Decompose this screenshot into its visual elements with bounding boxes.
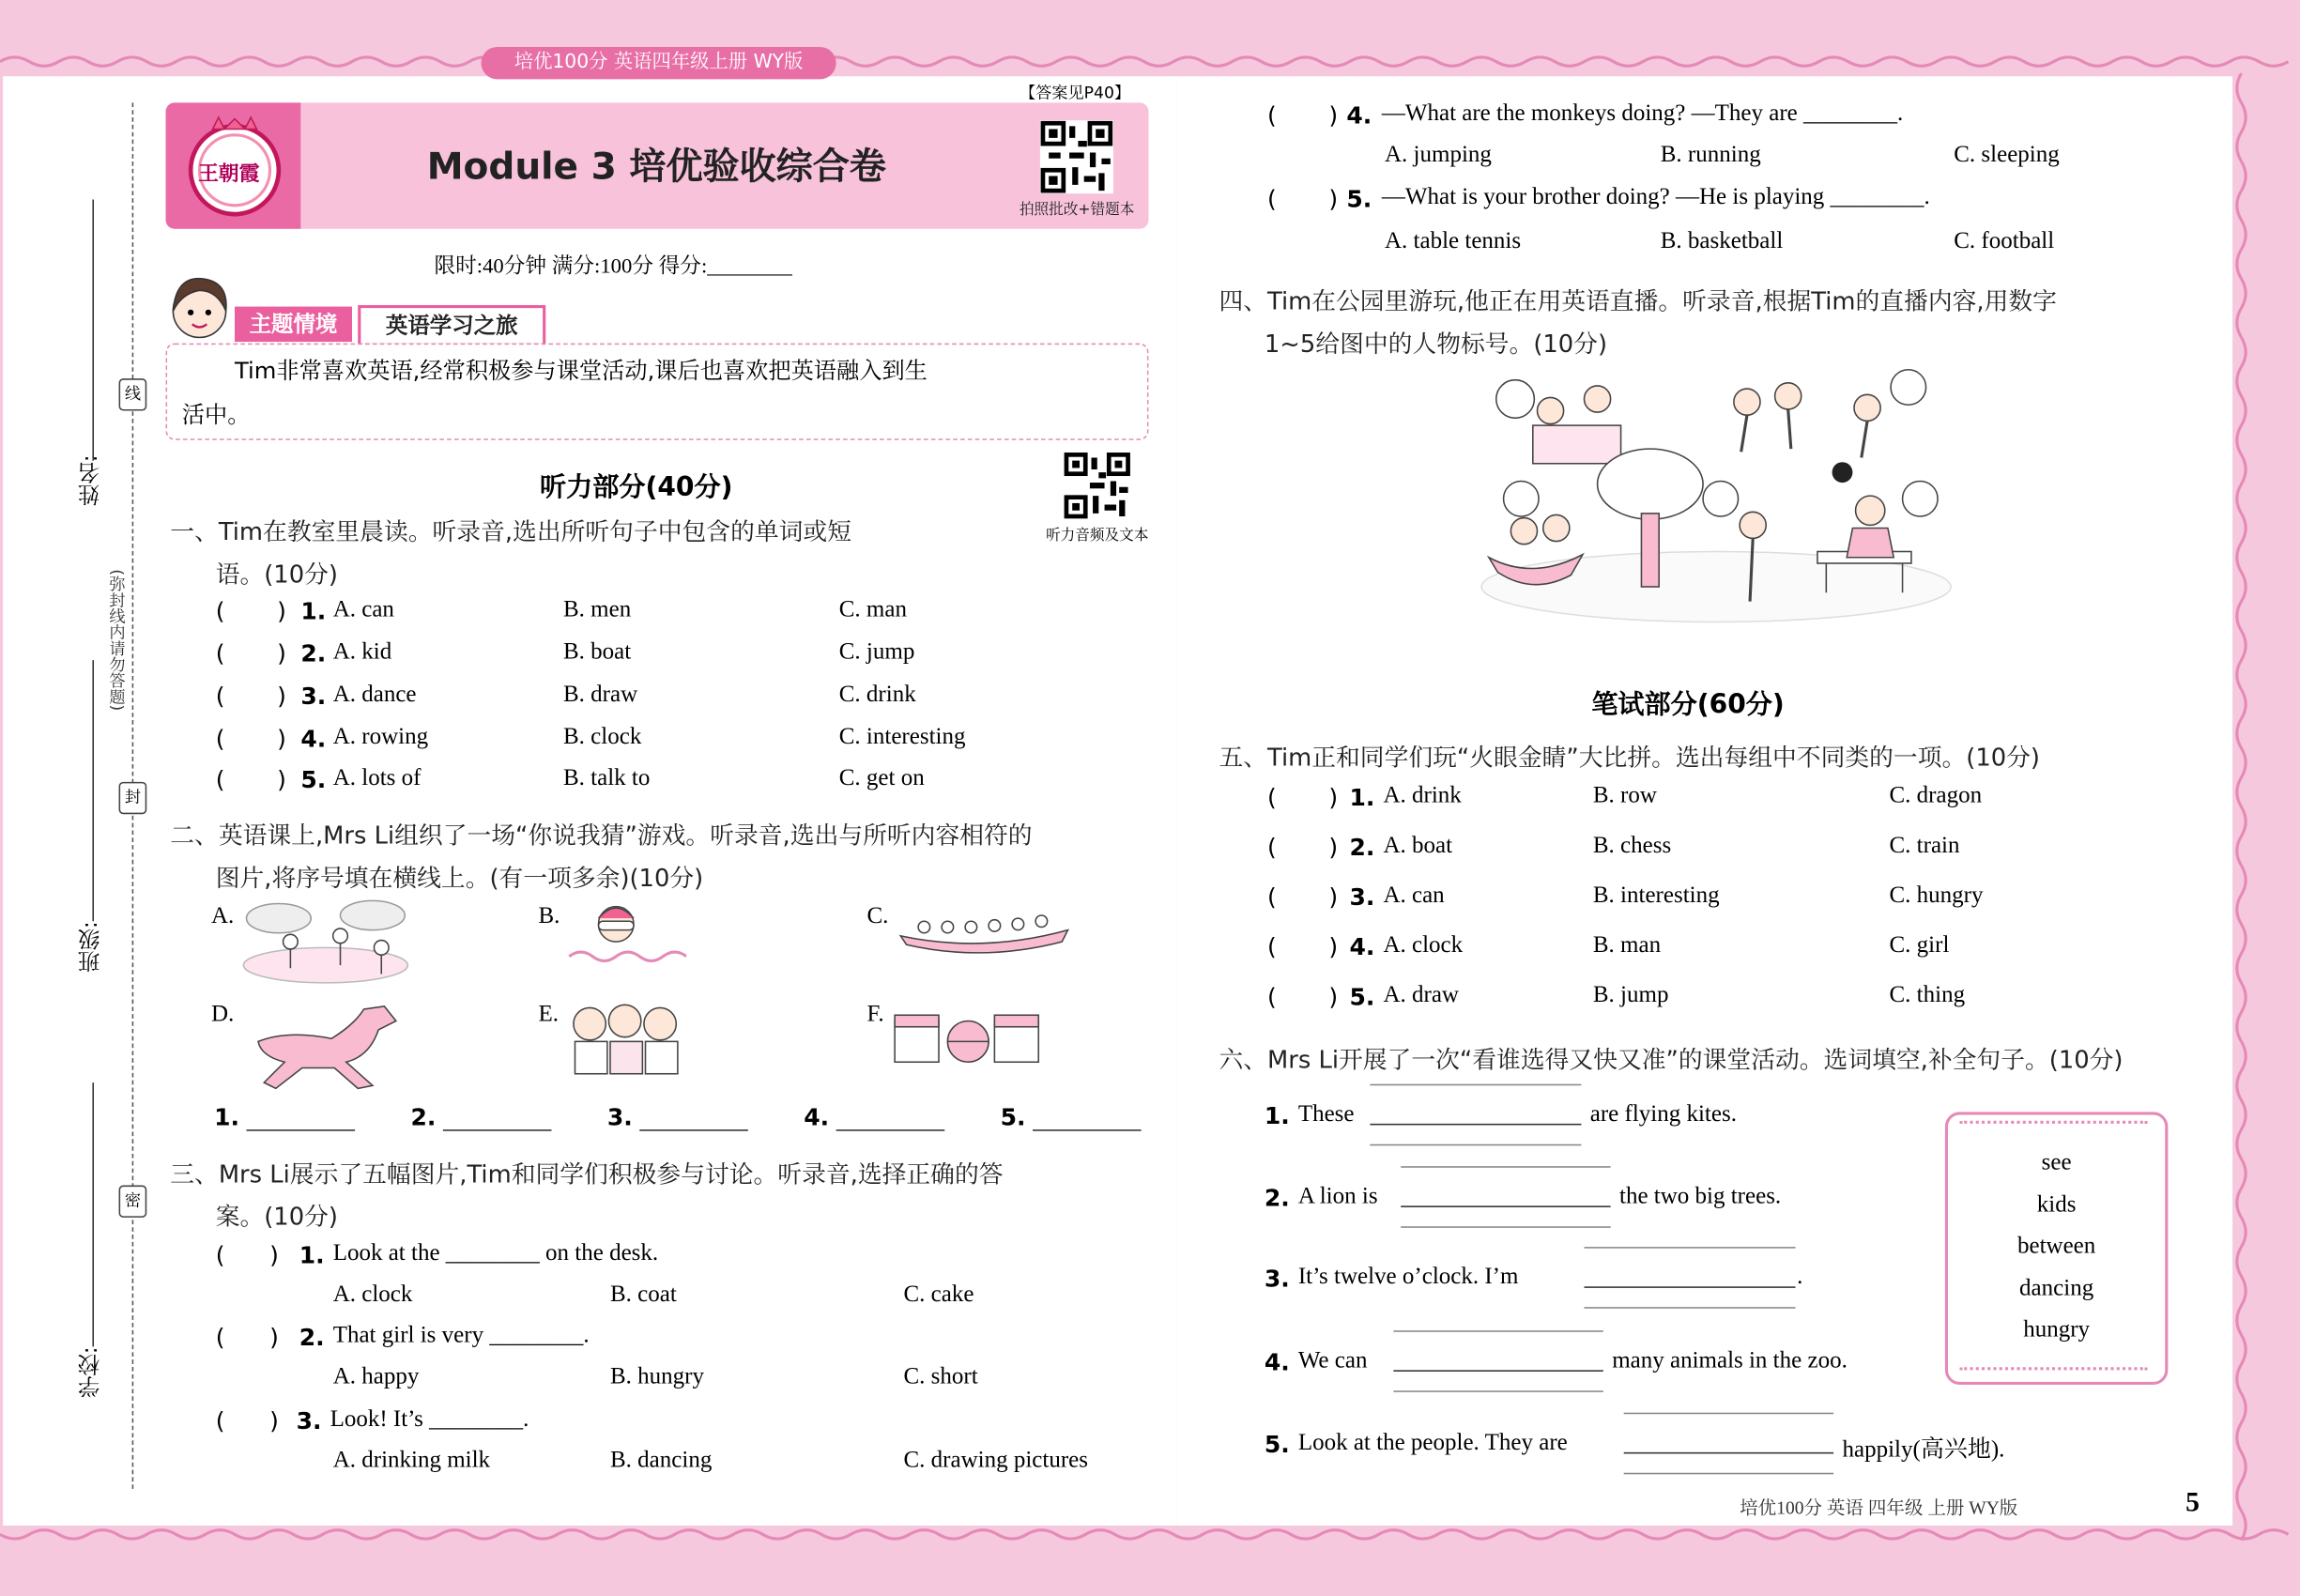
option-a: A. drinking milk bbox=[332, 1448, 491, 1473]
question-number: 3. bbox=[1264, 1264, 1290, 1293]
option-c: C. interesting bbox=[838, 724, 966, 750]
option-c: C. short bbox=[903, 1364, 978, 1389]
label-circle bbox=[1903, 482, 1939, 517]
question-number: 5. bbox=[300, 765, 327, 794]
option-a: A. lots of bbox=[332, 765, 422, 791]
option-a: A. can bbox=[1383, 882, 1445, 909]
four-line-blank-bottom bbox=[1393, 1390, 1602, 1392]
answer-paren[interactable]: ( ) bbox=[215, 1240, 279, 1269]
answer-paren[interactable]: ( ) bbox=[215, 682, 286, 711]
answer-paren[interactable]: ( ) bbox=[1267, 100, 1339, 130]
option-c: C. drawing pictures bbox=[903, 1448, 1088, 1473]
sec2-instruction-line1: 二、英语课上,Mrs Li组织了一场“你说我猜”游戏。听录音,选出与所听内容相符的 bbox=[170, 821, 1033, 850]
word-option: see bbox=[2041, 1150, 2072, 1175]
seal-mark-secret: 密 bbox=[119, 1186, 147, 1218]
word-option: kids bbox=[2036, 1192, 2077, 1218]
answer-paren[interactable]: ( ) bbox=[215, 1323, 279, 1352]
theme-tag: 主题情境 bbox=[235, 307, 352, 343]
option-c: C. cake bbox=[903, 1281, 974, 1308]
answer-paren[interactable]: ( ) bbox=[1267, 833, 1339, 862]
option-a: A. dance bbox=[332, 682, 417, 708]
option-b: B. draw bbox=[563, 682, 638, 708]
question-stem: That girl is very ________. bbox=[332, 1323, 590, 1348]
sentence-start: These bbox=[1297, 1101, 1355, 1127]
option-a: A. clock bbox=[332, 1281, 413, 1308]
question-number: 5. bbox=[1264, 1430, 1290, 1459]
theme-text-line2: 活中。 bbox=[181, 402, 251, 429]
children-reading-picture bbox=[566, 998, 689, 1083]
class-label: 班级: bbox=[76, 921, 103, 974]
sentence-start: We can bbox=[1297, 1347, 1368, 1373]
question-number: 3. bbox=[296, 1406, 322, 1435]
question-stem: Look! It’s ________. bbox=[330, 1406, 529, 1432]
option-b: B. coat bbox=[610, 1281, 677, 1308]
question-number: 5. bbox=[1349, 982, 1375, 1011]
four-line-blank-top bbox=[1393, 1330, 1602, 1332]
option-c: C. football bbox=[1954, 228, 2055, 254]
boxes-and-ball-picture bbox=[892, 1009, 1045, 1068]
option-c: C. get on bbox=[838, 765, 925, 791]
four-line-blank-bottom bbox=[1370, 1144, 1581, 1146]
sec4-instruction-line2: 1~5给图中的人物标号。(10分) bbox=[1264, 330, 1608, 359]
answer-paren[interactable]: ( ) bbox=[1267, 932, 1339, 961]
option-a: A. draw bbox=[1383, 982, 1459, 1008]
name-label: 姓名: bbox=[76, 454, 103, 507]
theme-text-line1: Tim非常喜欢英语,经常积极参与课堂活动,课后也喜欢把英语融入到生 bbox=[235, 358, 928, 385]
option-a: A. drink bbox=[1383, 783, 1462, 808]
listening-heading: 听力部分(40分) bbox=[540, 472, 733, 503]
theme-subtitle: 英语学习之旅 bbox=[358, 305, 545, 346]
four-line-blank-top bbox=[1585, 1247, 1796, 1249]
answer-reference: 【答案见P40】 bbox=[1019, 84, 1131, 103]
option-a: A. can bbox=[332, 596, 394, 622]
option-b: B. basketball bbox=[1660, 228, 1784, 254]
seal-mark-line: 线 bbox=[119, 378, 147, 410]
option-b: B. man bbox=[1592, 932, 1662, 959]
footer-text: 培优100分 英语 四年级 上册 WY版 bbox=[1740, 1497, 2018, 1519]
question-number: 3. bbox=[1349, 882, 1375, 912]
girl-avatar-icon bbox=[164, 267, 238, 349]
sentence-start: Look at the people. They are bbox=[1297, 1430, 1568, 1455]
word-box-ornament bbox=[1960, 1121, 2148, 1124]
dragon-boat-picture bbox=[895, 898, 1074, 962]
label-circle bbox=[1891, 370, 1926, 406]
word-option: dancing bbox=[2019, 1276, 2094, 1301]
picture-label-c: C. bbox=[866, 903, 889, 929]
blank-number-1: 1. bbox=[214, 1103, 240, 1131]
option-b: B. running bbox=[1660, 142, 1761, 168]
answer-blank[interactable] bbox=[1370, 1124, 1581, 1126]
question-number: 5. bbox=[1346, 184, 1372, 213]
word-option: hungry bbox=[2023, 1317, 2091, 1343]
four-line-blank-top bbox=[1370, 1084, 1581, 1086]
answer-blank-3[interactable] bbox=[639, 1129, 748, 1131]
answer-blank[interactable] bbox=[1401, 1205, 1610, 1207]
answer-blank-4[interactable] bbox=[836, 1129, 945, 1131]
option-b: B. dancing bbox=[610, 1448, 713, 1473]
picture-label-d: D. bbox=[211, 1002, 235, 1027]
audio-qr-code-icon[interactable] bbox=[1064, 452, 1131, 519]
option-b: B. chess bbox=[1592, 833, 1672, 859]
answer-blank[interactable] bbox=[1585, 1286, 1796, 1288]
theme-box bbox=[166, 344, 1149, 440]
sec3-instruction-line1: 三、Mrs Li展示了五幅图片,Tim和同学们积极参与讨论。听录音,选择正确的答 bbox=[170, 1159, 1004, 1189]
question-number: 4. bbox=[300, 724, 327, 753]
sec3-instruction-line2: 案。(10分) bbox=[215, 1203, 338, 1231]
sec6-instruction: 六、Mrs Li开展了一次“看谁选得又快又准”的课堂活动。选词填空,补全句子。(10分) bbox=[1219, 1046, 2124, 1074]
question-stem: —What are the monkeys doing? —They are ________. bbox=[1381, 100, 1904, 127]
answer-blank-2[interactable] bbox=[443, 1129, 552, 1131]
four-line-blank-bottom bbox=[1401, 1226, 1610, 1228]
picture-label-a: A. bbox=[211, 903, 235, 929]
question-number: 4. bbox=[1346, 100, 1372, 130]
picture-label-f: F. bbox=[866, 1002, 884, 1027]
answer-blank-5[interactable] bbox=[1033, 1129, 1142, 1131]
option-c: C. drink bbox=[838, 682, 916, 708]
series-ribbon: 培优100分 英语四年级上册 WY版 bbox=[482, 47, 836, 79]
option-b: B. row bbox=[1592, 783, 1657, 808]
answer-blank[interactable] bbox=[1393, 1370, 1602, 1372]
running-horse-picture bbox=[243, 998, 405, 1095]
label-circle bbox=[1703, 482, 1739, 517]
option-a: A. clock bbox=[1383, 932, 1464, 959]
answer-blank[interactable] bbox=[1624, 1452, 1833, 1454]
option-c: C. man bbox=[838, 596, 907, 622]
option-c: C. train bbox=[1889, 833, 1960, 859]
label-circle bbox=[1504, 482, 1540, 517]
audio-qr-caption: 听力音频及文本 bbox=[1046, 528, 1149, 545]
four-line-blank-top bbox=[1401, 1166, 1610, 1168]
blank-number-3: 3. bbox=[606, 1103, 633, 1131]
blank-number-2: 2. bbox=[410, 1103, 437, 1131]
sentence-end: . bbox=[1797, 1264, 1803, 1290]
question-number: 1. bbox=[1264, 1101, 1290, 1130]
blank-number-4: 4. bbox=[804, 1103, 830, 1131]
option-b: B. talk to bbox=[563, 765, 651, 791]
four-line-blank-bottom bbox=[1585, 1307, 1796, 1309]
option-c: C. dragon bbox=[1889, 783, 1983, 808]
option-b: B. clock bbox=[563, 724, 642, 750]
class-field[interactable] bbox=[92, 660, 94, 921]
exam-title: Module 3 培优验收综合卷 bbox=[426, 145, 886, 188]
picture-label-e: E. bbox=[538, 1002, 559, 1027]
option-a: A. boat bbox=[1383, 833, 1453, 859]
answer-paren[interactable]: ( ) bbox=[215, 1406, 279, 1435]
children-playing-picture bbox=[238, 898, 414, 989]
question-number: 2. bbox=[299, 1323, 325, 1352]
label-circle bbox=[1496, 380, 1535, 419]
option-b: B. jump bbox=[1592, 982, 1669, 1008]
sentence-end: the two big trees. bbox=[1619, 1183, 1782, 1209]
option-b: B. boat bbox=[563, 639, 632, 665]
question-number: 3. bbox=[300, 682, 327, 711]
question-stem: —What is your brother doing? —He is playing ________. bbox=[1381, 184, 1930, 210]
sentence-start: It’s twelve o’clock. I’m bbox=[1297, 1264, 1519, 1290]
option-c: C. sleeping bbox=[1954, 142, 2060, 168]
name-field[interactable] bbox=[92, 200, 94, 461]
question-number: 2. bbox=[1264, 1183, 1290, 1212]
park-scene-picture bbox=[1474, 367, 1958, 631]
answer-paren[interactable]: ( ) bbox=[215, 639, 286, 668]
answer-blank-1[interactable] bbox=[247, 1129, 356, 1131]
sentence-end: happily(高兴地). bbox=[1842, 1437, 2005, 1463]
option-b: B. hungry bbox=[610, 1364, 704, 1389]
option-b: B. interesting bbox=[1592, 882, 1720, 909]
question-number: 4. bbox=[1264, 1347, 1290, 1376]
option-a: A. rowing bbox=[332, 724, 429, 750]
word-option: between bbox=[2016, 1234, 2096, 1259]
sec2-instruction-line2: 图片,将序号填在横线上。(有一项多余)(10分) bbox=[215, 864, 704, 892]
title-banner bbox=[166, 102, 1149, 228]
answer-paren[interactable]: ( ) bbox=[1267, 184, 1339, 213]
sec4-instruction-line1: 四、Tim在公园里游玩,他正在用英语直播。听录音,根据Tim的直播内容,用数字 bbox=[1219, 287, 2057, 315]
four-line-blank-top bbox=[1624, 1413, 1833, 1415]
option-a: A. jumping bbox=[1385, 142, 1492, 168]
question-number: 2. bbox=[300, 639, 327, 668]
word-box-ornament bbox=[1960, 1367, 2148, 1370]
seal-mark-seal: 封 bbox=[119, 782, 147, 814]
answer-paren[interactable]: ( ) bbox=[1267, 783, 1339, 812]
answer-paren[interactable]: ( ) bbox=[1267, 982, 1339, 1011]
answer-paren[interactable]: ( ) bbox=[1267, 882, 1339, 912]
qr-caption: 拍照批改+错题本 bbox=[1019, 202, 1135, 219]
option-a: A. happy bbox=[332, 1364, 420, 1389]
option-a: A. table tennis bbox=[1385, 228, 1522, 254]
qr-code-icon[interactable] bbox=[1040, 120, 1113, 193]
question-number: 1. bbox=[300, 596, 327, 625]
sec1-instruction-line1: 一、Tim在教室里晨读。听录音,选出所听句子中包含的单词或短 bbox=[170, 517, 852, 546]
sentence-end: are flying kites. bbox=[1589, 1101, 1737, 1127]
option-c: C. hungry bbox=[1889, 882, 1984, 909]
option-c: C. girl bbox=[1889, 932, 1950, 959]
question-number: 4. bbox=[1349, 932, 1375, 961]
sec5-instruction: 五、Tim正和同学们玩“火眼金睛”大比拼。选出每组中不同类的一项。(10分) bbox=[1219, 744, 2040, 772]
page-number: 5 bbox=[2185, 1487, 2200, 1519]
word-box bbox=[1945, 1112, 2169, 1385]
answer-paren[interactable]: ( ) bbox=[215, 765, 286, 794]
swimming-picture bbox=[566, 898, 686, 974]
school-label: 学校: bbox=[76, 1346, 103, 1399]
four-line-blank-bottom bbox=[1624, 1473, 1833, 1475]
option-c: C. thing bbox=[1889, 982, 1966, 1008]
answer-paren[interactable]: ( ) bbox=[215, 596, 286, 625]
logo-text: 王朝霞 bbox=[197, 162, 260, 187]
answer-paren[interactable]: ( ) bbox=[215, 724, 286, 753]
question-number: 1. bbox=[299, 1240, 325, 1269]
writing-heading: 笔试部分(60分) bbox=[1591, 689, 1785, 721]
question-number: 1. bbox=[1349, 783, 1375, 812]
option-a: A. kid bbox=[332, 639, 392, 665]
blank-number-5: 5. bbox=[1000, 1103, 1026, 1131]
question-number: 2. bbox=[1349, 833, 1375, 862]
no-answer-notice: (弥封线内请勿答题) bbox=[107, 569, 127, 712]
picture-label-b: B. bbox=[538, 903, 560, 929]
sentence-start: A lion is bbox=[1297, 1183, 1378, 1209]
question-stem: Look at the ________ on the desk. bbox=[332, 1240, 659, 1266]
option-b: B. men bbox=[563, 596, 632, 622]
sec1-instruction-line2: 语。(10分) bbox=[215, 560, 338, 589]
sentence-end: many animals in the zoo. bbox=[1612, 1347, 1848, 1373]
exam-meta: 限时:40分钟 满分:100分 得分:________ bbox=[434, 254, 792, 279]
school-field[interactable] bbox=[92, 1082, 94, 1346]
option-c: C. jump bbox=[838, 639, 915, 665]
